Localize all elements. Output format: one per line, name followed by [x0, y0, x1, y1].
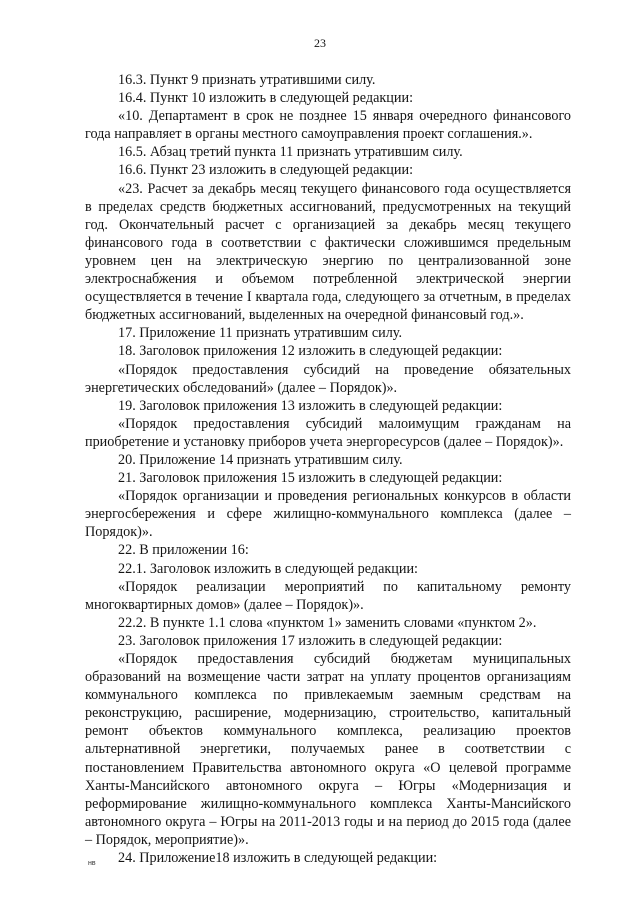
paragraph: 19. Заголовок приложения 13 изложить в следующей редакции: [118, 397, 503, 414]
document-body [85, 71, 571, 867]
paragraph: «Порядок предоставления субсидий малоимущим гражданам на приобретение и установку приборов учета энергоресурсов (далее – Порядок)». [85, 415, 571, 450]
paragraph: 17. Приложение 11 признать утратившим силу. [118, 325, 403, 342]
paragraph: «23. Расчет за декабрь месяц текущего финансового года осуществляется в пределах средств бюджетных ассигнований, предусмотренных на текущий год. Окончательный расчет с организацией за декабрь месяц текущего финансового года в соответствии с фактически сложившимся предельным уровнем цен на электрическую энергию по централизованной зоне электроснабжения и объемом потребленной электрической энергии осуществляется в течение I квартала года, следующего за отчетным, в пределах бюджетных ассигнований, выделенных на очередной финансовый год.». [85, 180, 571, 324]
page-number: 23 [314, 36, 326, 50]
paragraph: «Порядок предоставления субсидий бюджетам муниципальных образований на возмещение части затрат на уплату процентов организациям коммунального комплекса по привлекаемым заемным средствам на реконструкцию, расширение, модернизацию, строительство, капитальный ремонт объектов коммунального комплекса, реализацию проектов альтернативной энергетики, получаемых ранее в соответствии с постановлением Правительства автономного округа «О целевой программе Ханты-Мансийского автономного округа – Югры «Модернизация и реформирование жилищно-коммунального комплекса Ханты-Мансийского автономного округа – Югры на 2011-2013 годы и на период до 2015 года (далее – Порядок, мероприятие)». [85, 651, 571, 848]
paragraph: 23. Заголовок приложения 17 изложить в следующей редакции: [118, 632, 503, 649]
paragraph: «Порядок реализации мероприятий по капитальному ремонту многоквартирных домов» (далее – Порядок)». [85, 578, 571, 613]
paragraph: «10. Департамент в срок не позднее 15 января очередного финансового года направляет в органы местного самоуправления проект соглашения.». [85, 108, 571, 143]
paragraph: 22.1. Заголовок изложить в следующей редакции: [118, 560, 418, 577]
paragraph: «Порядок предоставления субсидий на проведение обязательных энергетических обследований» (далее – Порядок)». [85, 361, 571, 396]
paragraph: 18. Заголовок приложения 12 изложить в следующей редакции: [118, 343, 503, 360]
paragraph: 16.5. Абзац третий пункта 11 признать утратившим силу. [118, 144, 463, 161]
paragraph: 16.4. Пункт 10 изложить в следующей редакции: [118, 90, 414, 107]
paragraph: 21. Заголовок приложения 15 изложить в следующей редакции: [118, 470, 503, 487]
paragraph: 20. Приложение 14 признать утратившим силу. [118, 451, 403, 468]
paragraph: 16.6. Пункт 23 изложить в следующей редакции: [118, 162, 414, 179]
paragraph: 22. В приложении 16: [118, 542, 249, 559]
paragraph: «Порядок организации и проведения региональных конкурсов в области энергосбережения и сфере жилищно-коммунального комплекса (далее – Порядок)». [85, 488, 571, 541]
paragraph: 24. Приложение18 изложить в следующей редакции: [118, 850, 438, 867]
paragraph: 22.2. В пункте 1.1 слова «пунктом 1» заменить словами «пунктом 2». [118, 614, 537, 631]
footer-mark: нв [88, 860, 96, 867]
paragraph: 16.3. Пункт 9 признать утратившими силу. [118, 72, 376, 88]
